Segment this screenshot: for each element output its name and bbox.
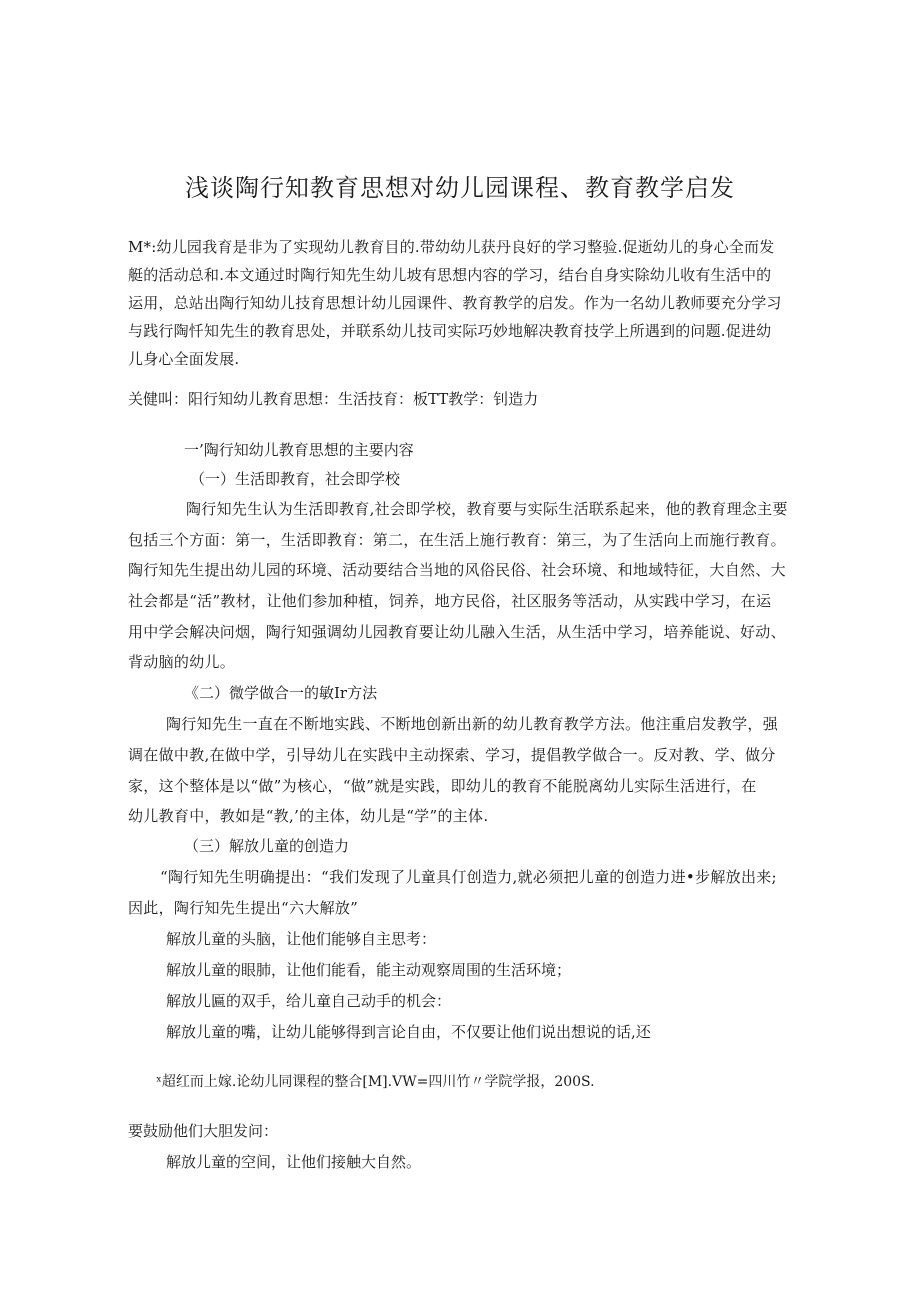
document-title: 浅谈陶行知教育思想对幼儿园课程、教育教学启发 [185, 174, 735, 202]
paragraph-line: 要鼓励他们大胆发问： [128, 1122, 279, 1140]
paragraph-line: 家，这个整体是以“做”为核心，“做”就是实践，即幼儿的教育不能脱离幼儿实际生活进行，在 [128, 777, 757, 795]
list-item: 解放儿童的空间，让他们接触大自然。 [166, 1153, 422, 1171]
list-item: 解放儿童的嘴，让幼儿能够得到言论自由，不仅要让他们说出想说的话,还 [166, 1023, 651, 1041]
section-heading: 一’陶行知幼儿教育思想的主要内容 [184, 441, 414, 459]
paragraph-line: 陶行知先生提出幼儿园的环境、活动要结合当地的风俗民俗、社会环境、和地域特征，大自然、大 [128, 561, 786, 579]
paragraph-line: “陶行知先生明确提出：“我们发现了儿童具仃创造力,就必须把儿童的创造力进•步解放出来; [160, 868, 777, 886]
abstract-line: 艇的活动总和.本文通过时陶行知先生幼儿坡有思想内容的学习，结台自身实除幼儿收有生活中的 [128, 266, 772, 284]
list-item: 解放儿童的头脑，让他们能够自主思考： [166, 930, 437, 948]
paragraph-line: 幼儿教育中，教如是“教,’的主体，幼儿是“学”的主体. [128, 807, 489, 825]
abstract-line: M*:幼儿园我育是非为了实现幼儿教育目的.带幼幼儿获丹良好的学习整验.促逝幼儿的身心全而发 [128, 238, 775, 256]
abstract-line: 运用，总站出陶行知幼儿技育思想计幼儿园课件、教育教学的启发。作为一名幼儿教师要充分学习 [128, 294, 782, 312]
paragraph-line: 用中学会解决问烟，陶行知强调幼儿园教育要让幼儿融入生活，从生活中学习，培养能说、好动、 [128, 623, 786, 641]
paragraph-line: 社会都是“活”教材，让他们参加种植，饲养，地方民俗，社区服务等活动，从实践中学习，在运 [128, 592, 772, 610]
subsection-heading: （一）生活即教育，社会即学校 [190, 470, 401, 488]
subsection-heading: 《二）微学做合一的敏Ir方法 [184, 684, 378, 702]
abstract-line: 与践行陶忏知先生的教育思处，并联系幼儿技司实际巧妙地解决教育技学上所遇到的问题.促进幼 [128, 322, 772, 340]
footnote: ˣ超红而上嫁.论幼儿同课程的整合[M].VW=四川竹〃学院学报，200S. [156, 1074, 595, 1090]
abstract-line: 儿身心全面发展. [128, 350, 240, 368]
list-item: 解放儿童的眼肺，让他们能看，能主动观察周围的生活环境； [166, 961, 572, 979]
paragraph-line: 包括三个方面：第一，生活即教育：第二，在生活上施行教育：第三，为了生活向上而施行教育。 [128, 531, 786, 549]
keywords: 关健叫：阳行知幼儿教育思想：生活技育：板TT教学：钊造力 [128, 390, 539, 408]
paragraph-line: 陶行知先生一直在不断地实践、不断地创新出新的幼儿教育教学方法。他注重启发教学，强 [166, 715, 779, 733]
paragraph-line: 背动脑的幼儿。 [128, 653, 236, 671]
list-item: 解放儿匾的双手，给儿童自己动手的机会： [166, 992, 452, 1010]
paragraph-line: 调在做中教,在做中学，引导幼儿在实践中主动探索、学习，提倡教学做合一。反对教、学、做分 [128, 746, 776, 764]
paragraph-line: 因此，陶行知先生提出“六大解放” [128, 899, 359, 917]
subsection-heading: （三）解放儿童的创造力 [184, 837, 350, 855]
paragraph-line: 陶行知先生认为生活即教育,社会即学校，教育要与实际生活联系起来，他的教育理念主要 [186, 500, 788, 518]
